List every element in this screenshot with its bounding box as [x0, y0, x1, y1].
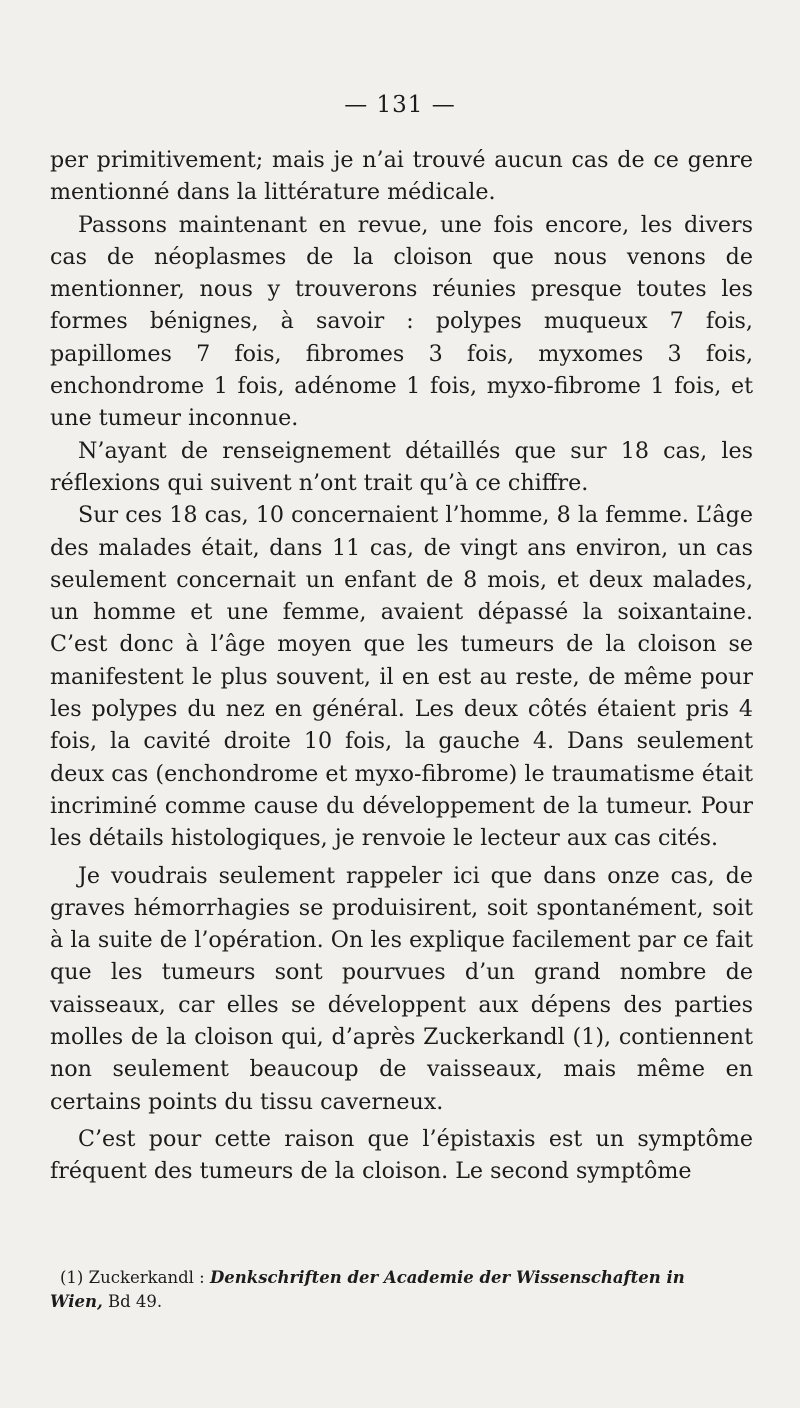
paragraph-continuation: per primitivement; mais je n’ai trouvé aucun cas de ce genre mentionné dans la littérature médicale. — [50, 147, 753, 206]
footnote-volume: Bd 49. — [108, 1292, 163, 1311]
paragraph: Passons maintenant en revue, une fois encore, les divers cas de néoplasmes de la cloison que nous venons de mentionner, nous y trouverons réunies presque toutes les formes bénignes, à savoir : polypes muqueux 7 fois, papillomes 7 fois, fibromes 3 fois, myxomes 3 fois, enchondrome 1 fois, adénome 1 fois, myxo-fibrome 1 fois, et une tumeur inconnue. — [50, 211, 753, 432]
footnote-title: Denkschriften der Academie der Wissenschaften in — [209, 1268, 685, 1287]
paragraph: Sur ces 18 cas, 10 concernaient l’homme, 8 la femme. L’âge des malades était, dans 11 cas, de vingt ans environ, un cas seulement concernait un enfant de 8 mois, et deux malades, un homme et une femme, avaient dépassé la soixantaine. C’est donc à l’âge moyen que les tumeurs de la cloison se manifestent le plus souvent, il en est au reste, de même pour les polypes du nez en général. Les deux côtés étaient pris 4 fois, la cavité droite 10 fois, la gauche 4. Dans seulement deux cas (enchondrome et myxo-fibrome) le traumatisme était incriminé comme cause du développement de la tumeur. Pour les détails histologiques, je renvoie le lecteur aux cas cités. — [50, 502, 753, 852]
footnote-author: Zuckerkandl : — [88, 1268, 205, 1287]
page-number: — 131 — — [344, 92, 456, 118]
paragraph: Je voudrais seulement rappeler ici que dans onze cas, de graves hémorrhagies se produisirent, soit spontanément, soit à la suite de l’opération. On les explique facilement par ce fait que les tumeurs sont pourvues d’un grand nombre de vaisseaux, car elles se développent aux dépens des parties molles de la cloison qui, d’après Zuckerkandl (1), contiennent non seulement beaucoup de vaisseaux, mais même en certains points du tissu caverneux. — [50, 862, 753, 1115]
footnote-number: (1) — [60, 1268, 84, 1287]
footnote-place: Wien, — [50, 1292, 103, 1311]
main-text — [50, 144, 753, 1188]
paragraph: C’est pour cette raison que l’épistaxis est un symptôme fréquent des tumeurs de la cloison. Le second symptôme — [50, 1125, 753, 1185]
paragraph: N’ayant de renseignement détaillés que sur 18 cas, les réflexions qui suivent n’ont trait qu’à ce chiffre. — [50, 437, 753, 496]
footnote — [50, 1266, 753, 1314]
